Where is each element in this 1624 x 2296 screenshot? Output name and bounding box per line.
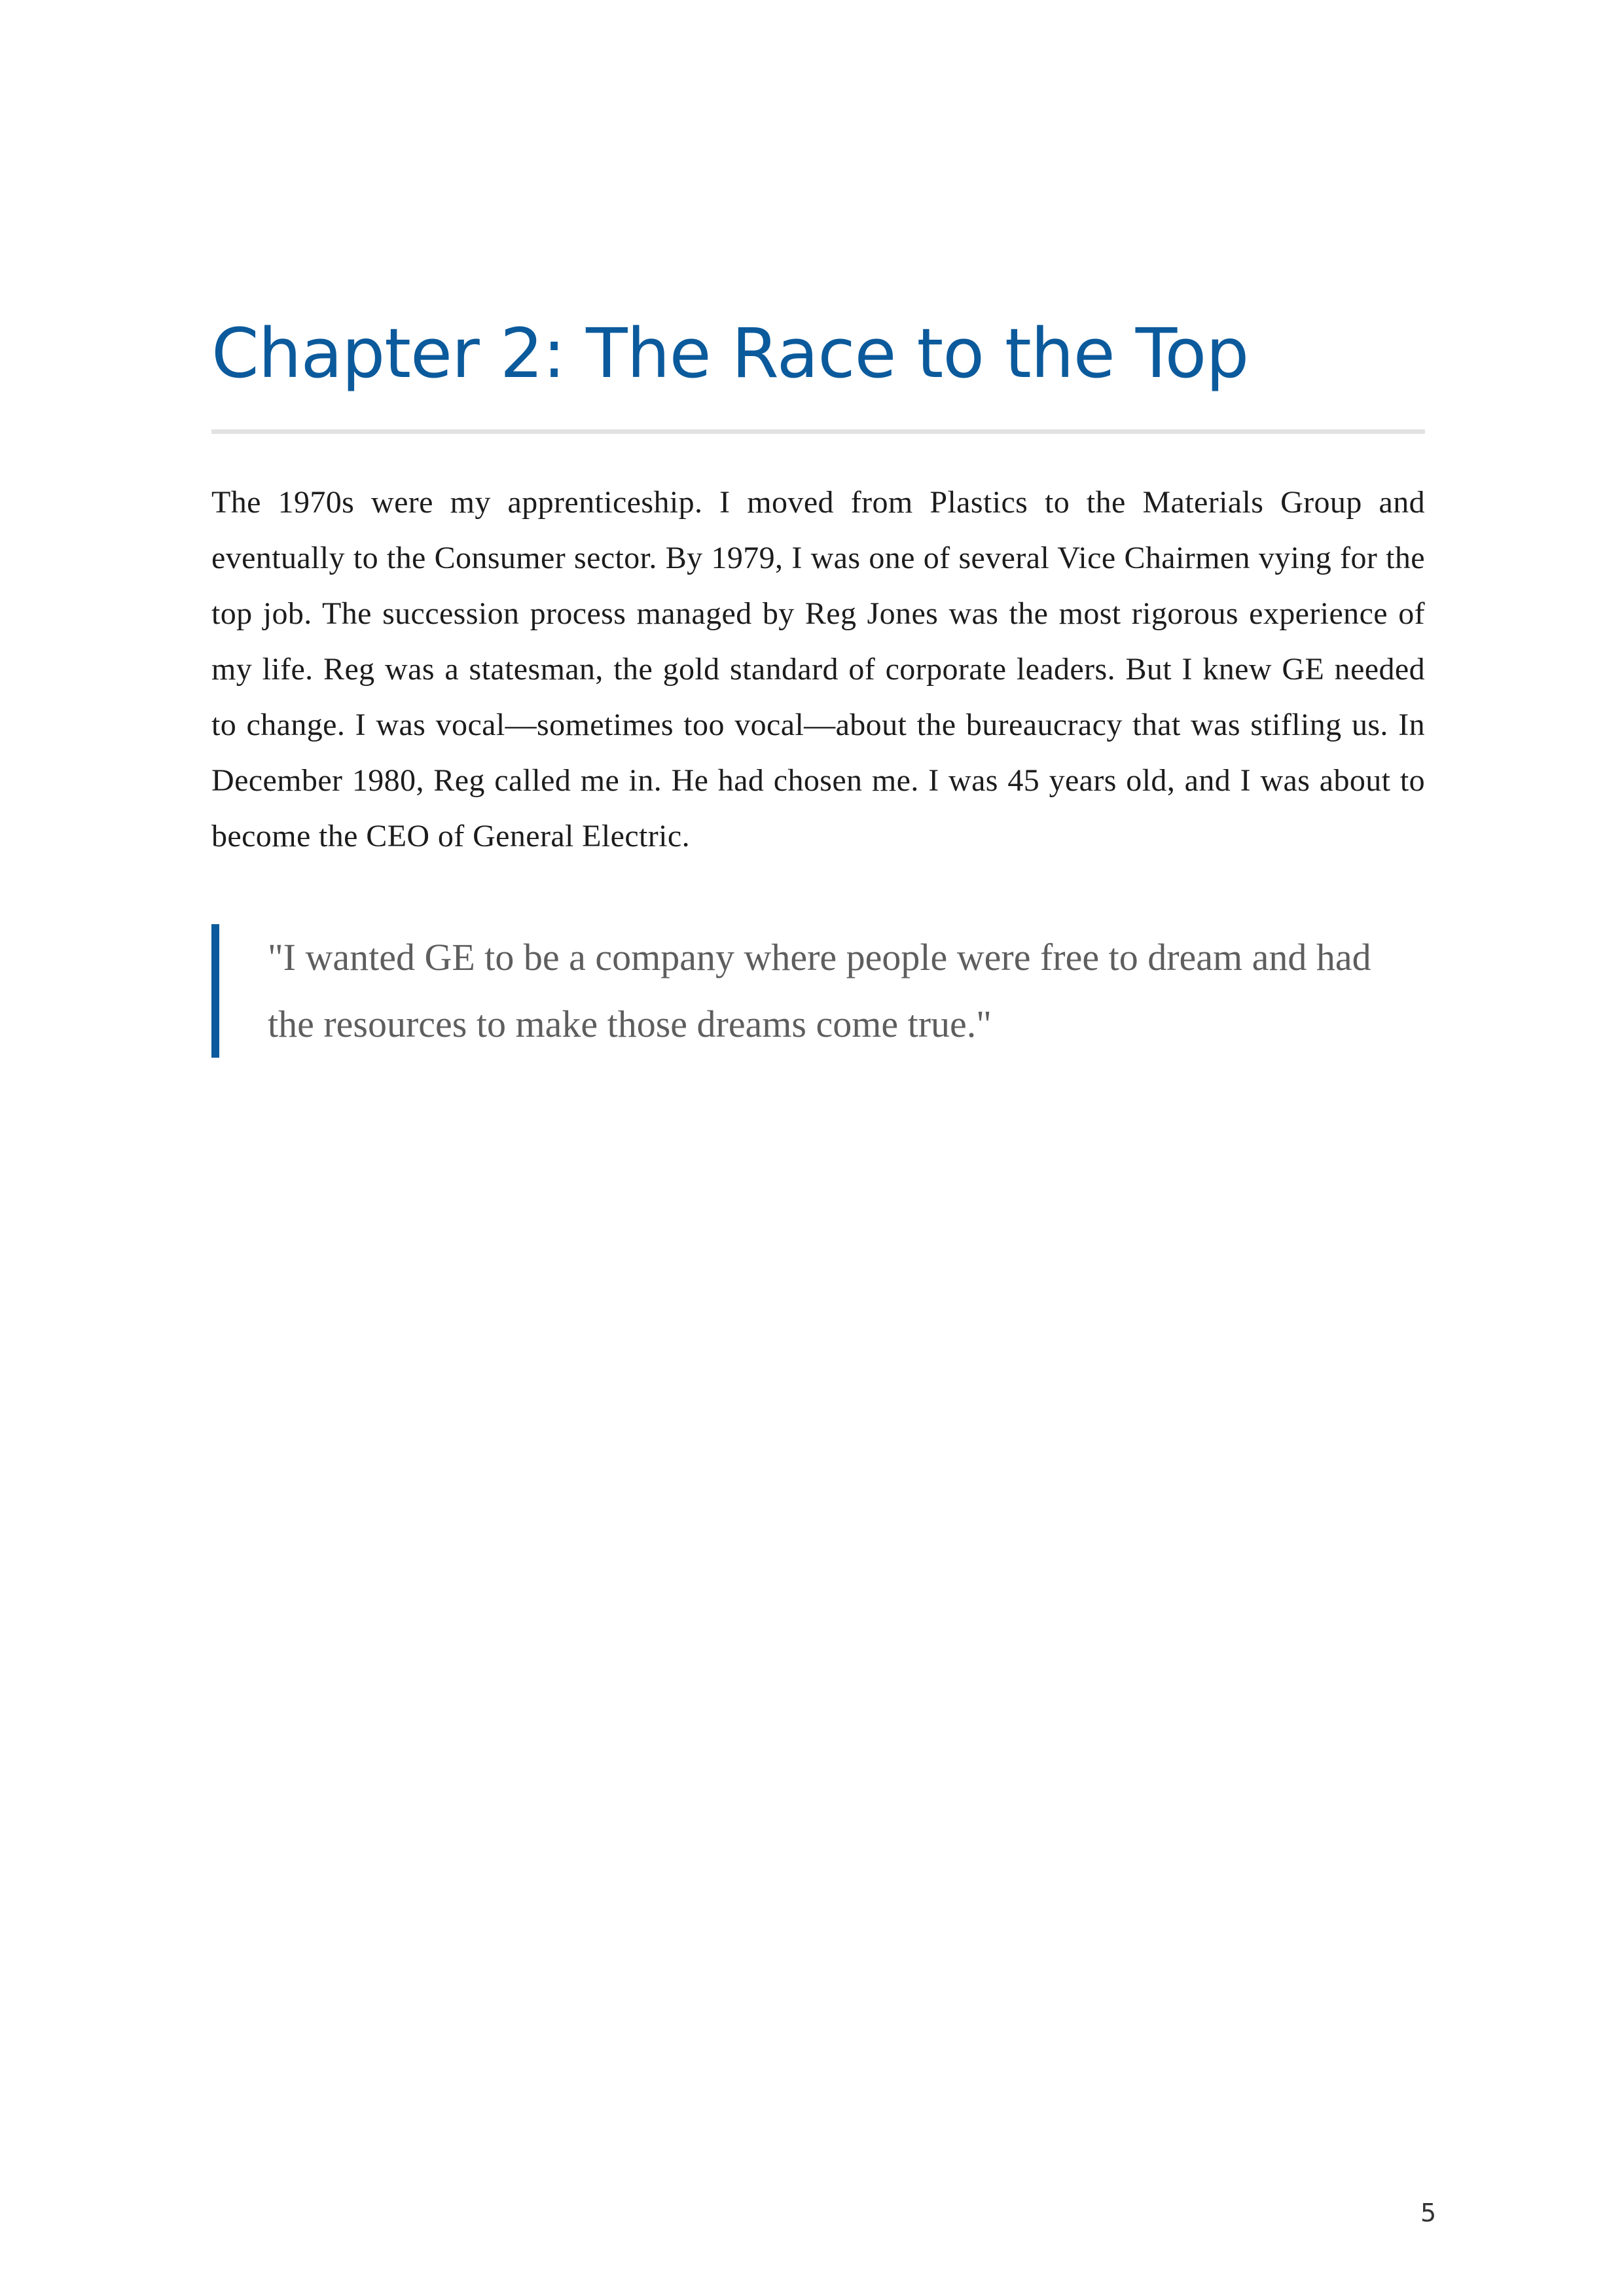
page-content [211, 308, 1425, 1058]
page-number: 5 [1420, 2198, 1437, 2227]
pull-quote [211, 924, 1425, 1058]
body-paragraph: The 1970s were my apprenticeship. I moved from Plastics to the Materials Group and eventually to the Consumer sector. By 1979, I was one of several Vice Chairmen vying for the top job. The succession process managed by Reg Jones was the most rigorous experience of my life. Reg was a statesman, the gold standard of corporate leaders. But I knew GE needed to change. I was vocal—sometimes too vocal—about the bureaucracy that was stifling us. In December 1980, Reg called me in. He had chosen me. I was 45 years old, and I was about to become the CEO of General Electric. [211, 485, 1425, 853]
title-divider [211, 429, 1425, 434]
pull-quote-text: "I wanted GE to be a company where people were free to dream and had the resources to make those dreams come true." [268, 936, 1371, 1045]
chapter-title: Chapter 2: The Race to the Top [211, 314, 1249, 393]
